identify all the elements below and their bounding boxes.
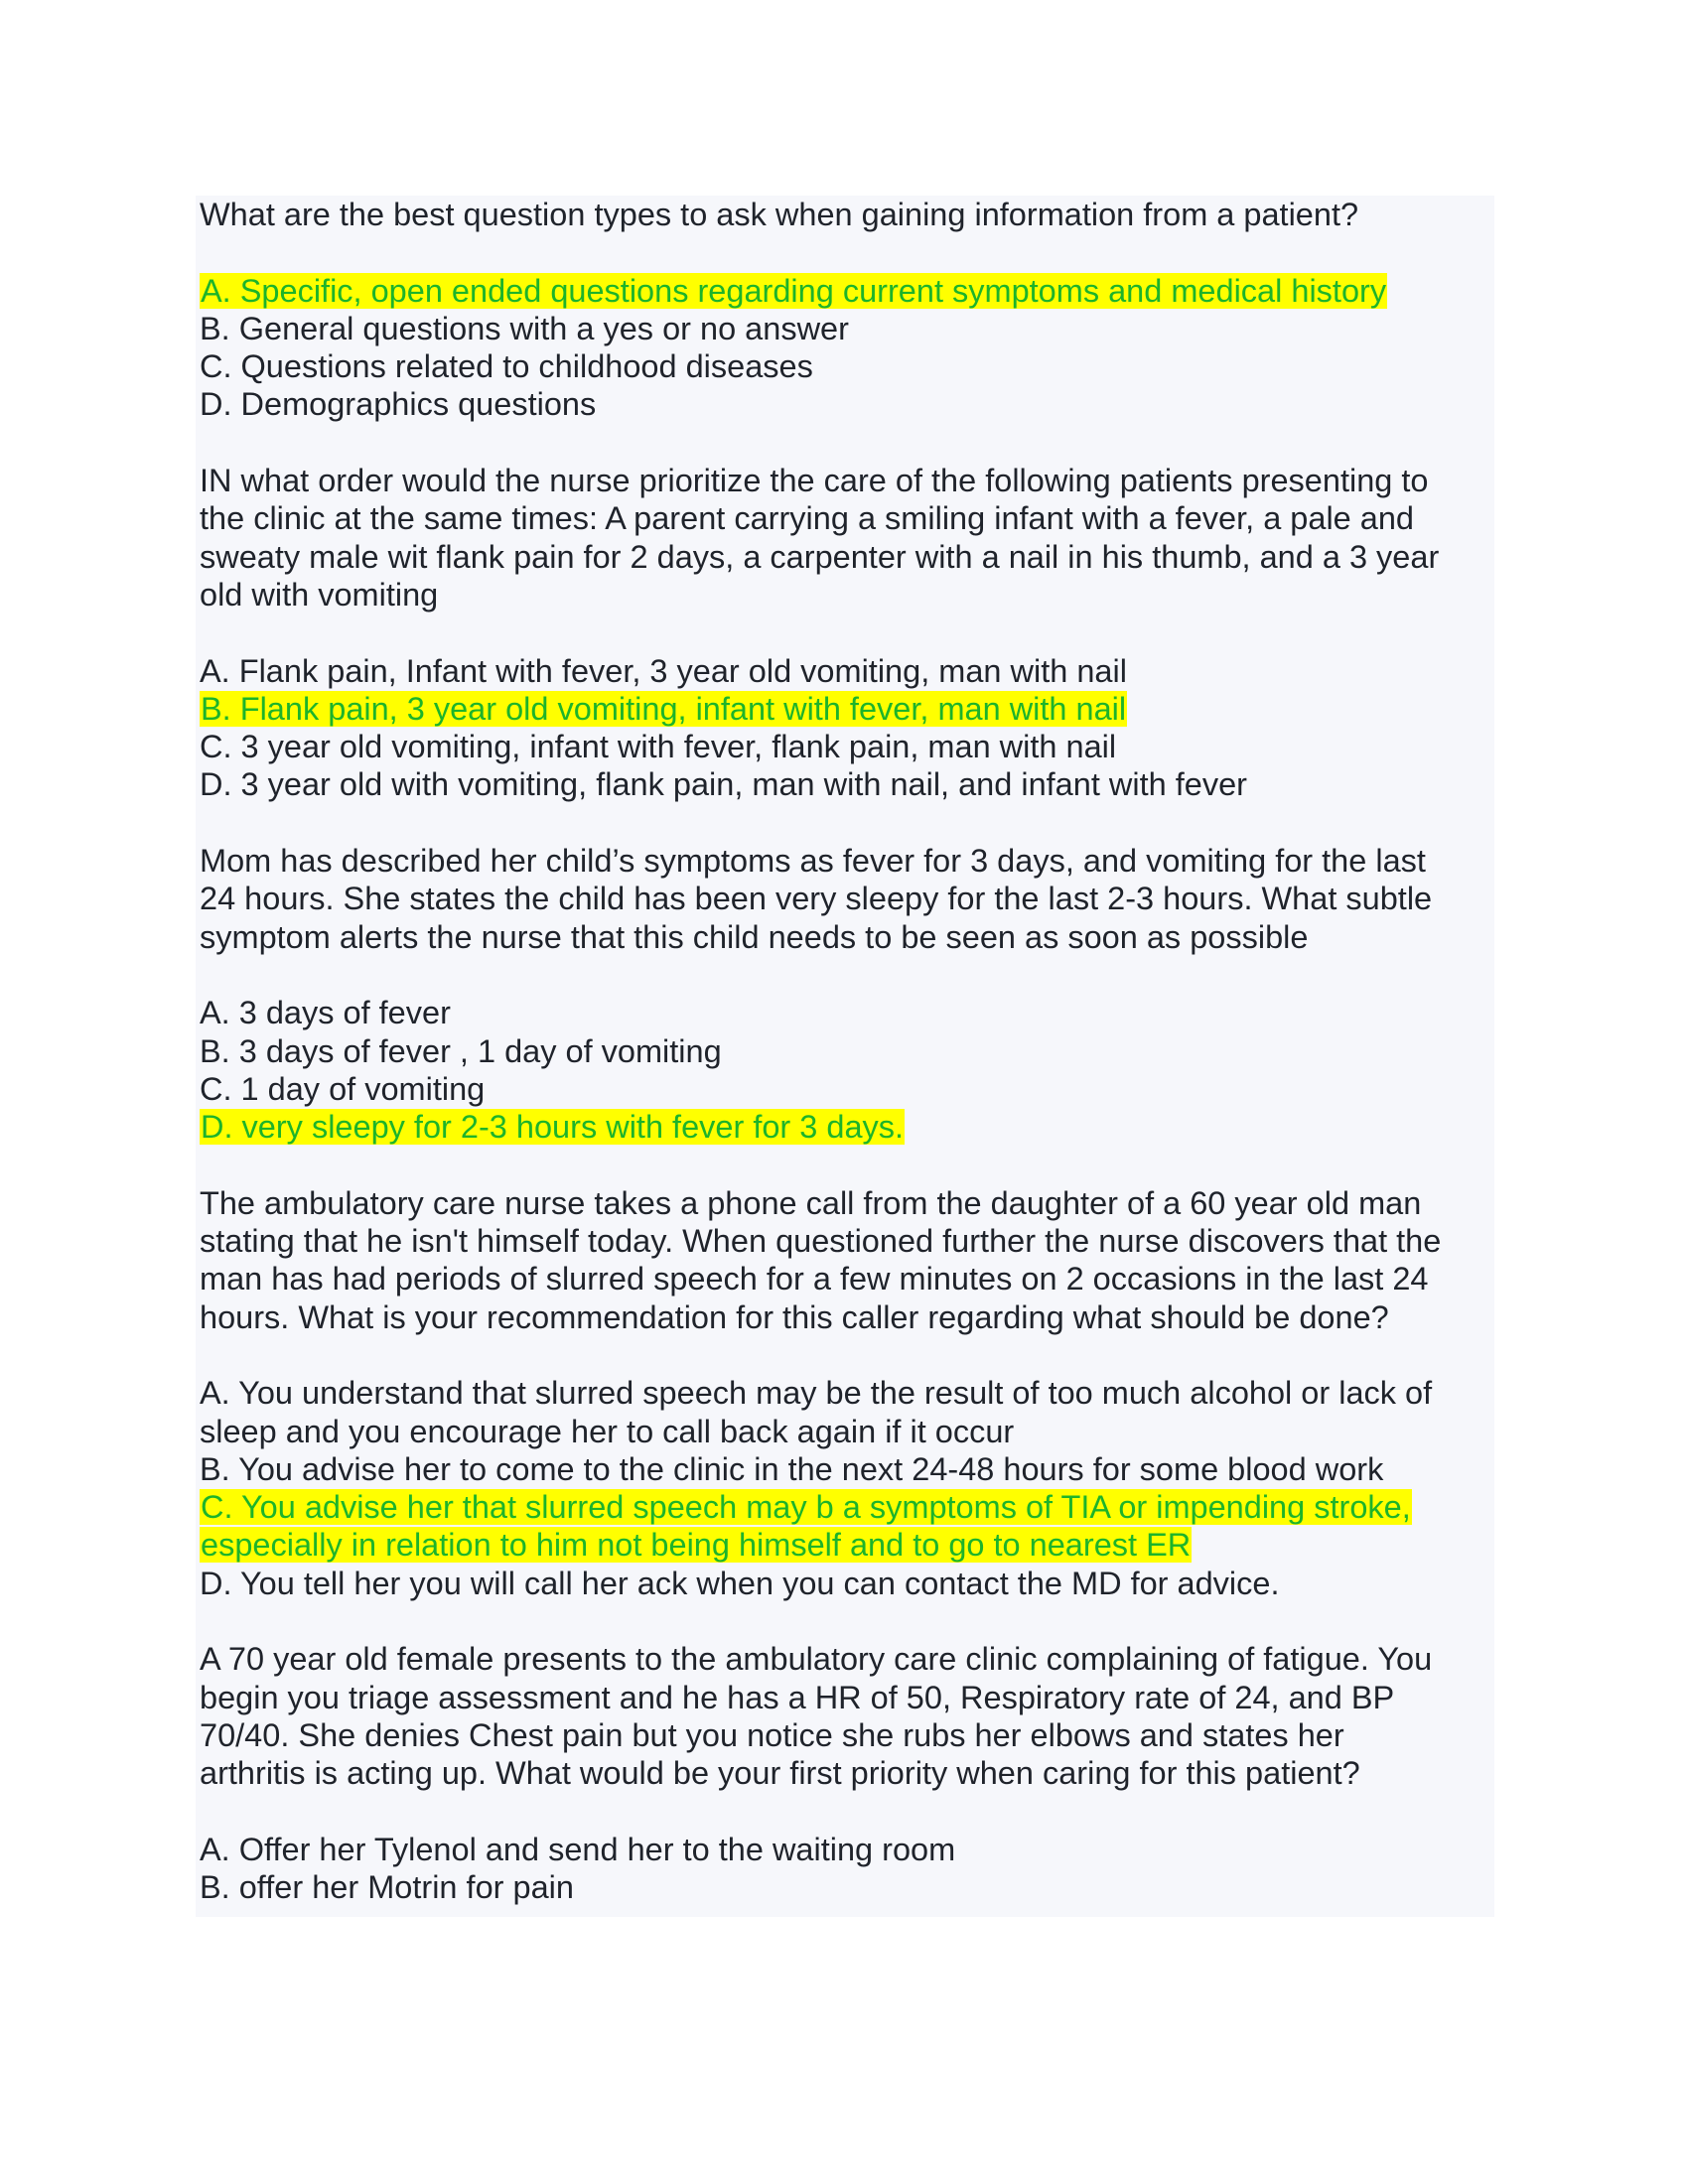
highlighted-answer-line (200, 1526, 1494, 1564)
text-line (200, 1374, 1494, 1412)
line-text: C. 3 year old vomiting, infant with fever, flank pain, man with nail (200, 729, 1117, 765)
text-line (200, 728, 1494, 765)
document-text-block (196, 196, 1494, 1917)
highlighted-answer-line (200, 272, 1494, 310)
text-line (200, 1413, 1494, 1450)
blank-line (200, 1146, 1494, 1183)
document-lines (200, 196, 1494, 1906)
line-text: old with vomiting (200, 576, 439, 613)
line-text: the clinic at the same times: A parent carrying a smiling infant with a fever, a pale and (200, 500, 1415, 537)
text-line (200, 1450, 1494, 1488)
blank-line (200, 1792, 1494, 1830)
text-line (200, 1831, 1494, 1868)
blank-line (200, 424, 1494, 462)
line-text: A. Offer her Tylenol and send her to the waiting room (200, 1831, 956, 1867)
text-line (200, 1298, 1494, 1336)
text-line (200, 385, 1494, 423)
line-text: D. Demographics questions (200, 386, 597, 423)
text-line (200, 347, 1494, 385)
text-line (200, 1565, 1494, 1602)
line-text: B. 3 days of fever , 1 day of vomiting (200, 1032, 722, 1069)
correct-answer-text: B. Flank pain, 3 year old vomiting, infant with fever, man with nail (201, 690, 1127, 727)
line-text: Mom has described her child’s symptoms as fever for 3 days, and vomiting for the last (200, 843, 1426, 880)
text-line (200, 1260, 1494, 1297)
text-line (200, 1032, 1494, 1070)
line-text: A. You understand that slurred speech may be the result of too much alcohol or lack of (200, 1375, 1433, 1412)
text-line (200, 994, 1494, 1031)
line-text: D. 3 year old with vomiting, flank pain, man with nail, and infant with fever (200, 766, 1247, 803)
line-text: 24 hours. She states the child has been very sleepy for the last 2-3 hours. What subtle (200, 881, 1433, 917)
text-line (200, 1640, 1494, 1678)
text-line (200, 652, 1494, 690)
text-line (200, 1070, 1494, 1108)
line-text: The ambulatory care nurse takes a phone call from the daughter of a 60 year old man (200, 1184, 1422, 1221)
line-text: man has had periods of slurred speech for a few minutes on 2 occasions in the last 24 (200, 1261, 1429, 1297)
correct-answer-text: C. You advise her that slurred speech may b a symptoms of TIA or impending stroke, (201, 1489, 1411, 1526)
line-text: A. Flank pain, Infant with fever, 3 year old vomiting, man with nail (200, 652, 1127, 689)
text-line (200, 462, 1494, 499)
line-text: B. offer her Motrin for pain (200, 1869, 574, 1906)
blank-line (200, 956, 1494, 994)
blank-line (200, 1336, 1494, 1374)
highlighted-answer-line (200, 690, 1494, 728)
line-text: B. General questions with a yes or no answer (200, 310, 849, 346)
text-line (200, 765, 1494, 803)
text-line (200, 310, 1494, 347)
blank-line (200, 1602, 1494, 1640)
line-text: begin you triage assessment and he has a HR of 50, Respiratory rate of 24, and BP (200, 1679, 1395, 1715)
text-line (200, 918, 1494, 956)
line-text: arthritis is acting up. What would be your first priority when caring for this patient? (200, 1755, 1360, 1792)
line-text: What are the best question types to ask when gaining information from a patient? (200, 197, 1359, 232)
line-text: sleep and you encourage her to call back again if it occur (200, 1413, 1015, 1449)
text-line (200, 1754, 1494, 1792)
line-text: C. 1 day of vomiting (200, 1070, 486, 1107)
line-text: 70/40. She denies Chest pain but you notice she rubs her elbows and states her (200, 1716, 1344, 1753)
line-text: B. You advise her to come to the clinic in the next 24-48 hours for some blood work (200, 1450, 1384, 1487)
text-line (200, 880, 1494, 917)
line-text: symptom alerts the nurse that this child needs to be seen as soon as possible (200, 918, 1309, 955)
highlighted-answer-line (200, 1488, 1494, 1526)
text-line (200, 196, 1494, 233)
text-line (200, 1184, 1494, 1222)
text-line (200, 1679, 1494, 1716)
line-text: sweaty male wit flank pain for 2 days, a carpenter with a nail in his thumb, and a 3 year (200, 538, 1440, 575)
text-line (200, 842, 1494, 880)
line-text: stating that he isn't himself today. When questioned further the nurse discovers that the (200, 1223, 1442, 1260)
line-text: IN what order would the nurse prioritize the care of the following patients presenting to (200, 463, 1429, 499)
blank-line (200, 233, 1494, 271)
text-line (200, 1868, 1494, 1906)
highlighted-answer-line (200, 1108, 1494, 1146)
text-line (200, 576, 1494, 614)
text-line (200, 499, 1494, 537)
blank-line (200, 614, 1494, 651)
line-text: A. 3 days of fever (200, 995, 451, 1031)
correct-answer-text: A. Specific, open ended questions regarding current symptoms and medical history (201, 272, 1387, 309)
blank-line (200, 804, 1494, 842)
line-text: C. Questions related to childhood diseases (200, 348, 813, 385)
line-text: hours. What is your recommendation for this caller regarding what should be done? (200, 1298, 1389, 1335)
line-text: D. You tell her you will call her ack when you can contact the MD for advice. (200, 1565, 1280, 1601)
correct-answer-text: especially in relation to him not being himself and to go to nearest ER (201, 1527, 1192, 1564)
text-line (200, 1222, 1494, 1260)
text-line (200, 1716, 1494, 1754)
text-line (200, 538, 1494, 576)
correct-answer-text: D. very sleepy for 2-3 hours with fever for 3 days. (201, 1109, 905, 1146)
line-text: A 70 year old female presents to the ambulatory care clinic complaining of fatigue. You (200, 1641, 1433, 1678)
